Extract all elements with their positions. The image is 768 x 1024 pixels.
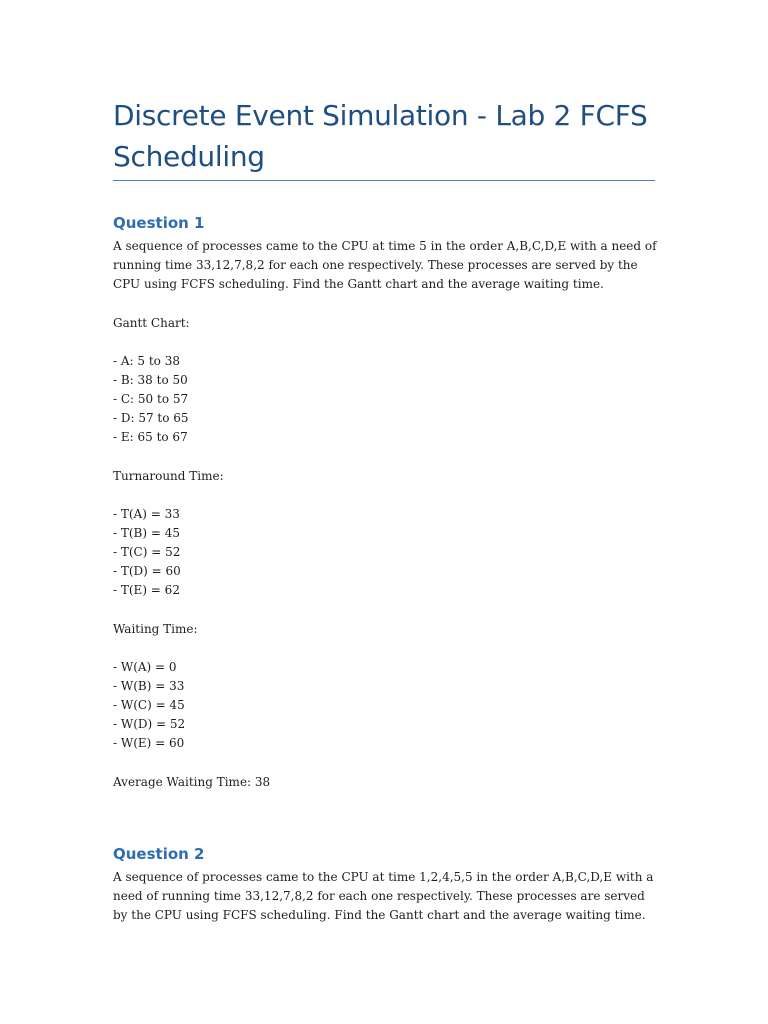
gantt-item-a: - A: 5 to 38 — [113, 354, 180, 368]
turnaround-item-c: - T(C) = 52 — [113, 545, 181, 559]
gantt-item-b: - B: 38 to 50 — [113, 373, 188, 387]
waiting-item-a: - W(A) = 0 — [113, 660, 177, 674]
gantt-item-c: - C: 50 to 57 — [113, 392, 189, 406]
waiting-item-e: - W(E) = 60 — [113, 736, 185, 750]
waiting-item-c: - W(C) = 45 — [113, 698, 185, 712]
question-2-heading: Question 2 — [113, 845, 205, 863]
waiting-item-d: - W(D) = 52 — [113, 717, 186, 731]
gantt-chart-label: Gantt Chart: — [113, 316, 190, 330]
document-title: Discrete Event Simulation - Lab 2 FCFS Scheduling — [113, 99, 648, 173]
gantt-item-e: - E: 65 to 67 — [113, 430, 188, 444]
waiting-time-label: Waiting Time: — [113, 622, 198, 636]
question-2-text: A sequence of processes came to the CPU at time 1,2,4,5,5 in the order A,B,C,D,E with a need of running time 33,12,7,8,2 for each one respectively. These processes are served by the CPU using FCFS scheduling. Find the Gantt chart and the average waiting time. — [113, 870, 654, 923]
question-1-text: A sequence of processes came to the CPU at time 5 in the order A,B,C,D,E with a need of running time 33,12,7,8,2 for each one respectively. These processes are served by the CPU using FCFS scheduling. Find the Gantt chart and the average waiting time. — [113, 239, 657, 292]
average-waiting-time: Average Waiting Time: 38 — [113, 775, 271, 789]
turnaround-label: Turnaround Time: — [113, 469, 224, 483]
question-1-heading: Question 1 — [113, 214, 205, 232]
waiting-item-b: - W(B) = 33 — [113, 679, 185, 693]
gantt-item-d: - D: 57 to 65 — [113, 411, 189, 425]
turnaround-item-a: - T(A) = 33 — [113, 507, 180, 521]
turnaround-item-e: - T(E) = 62 — [113, 583, 180, 597]
turnaround-item-b: - T(B) = 45 — [113, 526, 181, 540]
title-divider — [113, 180, 655, 181]
turnaround-item-d: - T(D) = 60 — [113, 564, 181, 578]
